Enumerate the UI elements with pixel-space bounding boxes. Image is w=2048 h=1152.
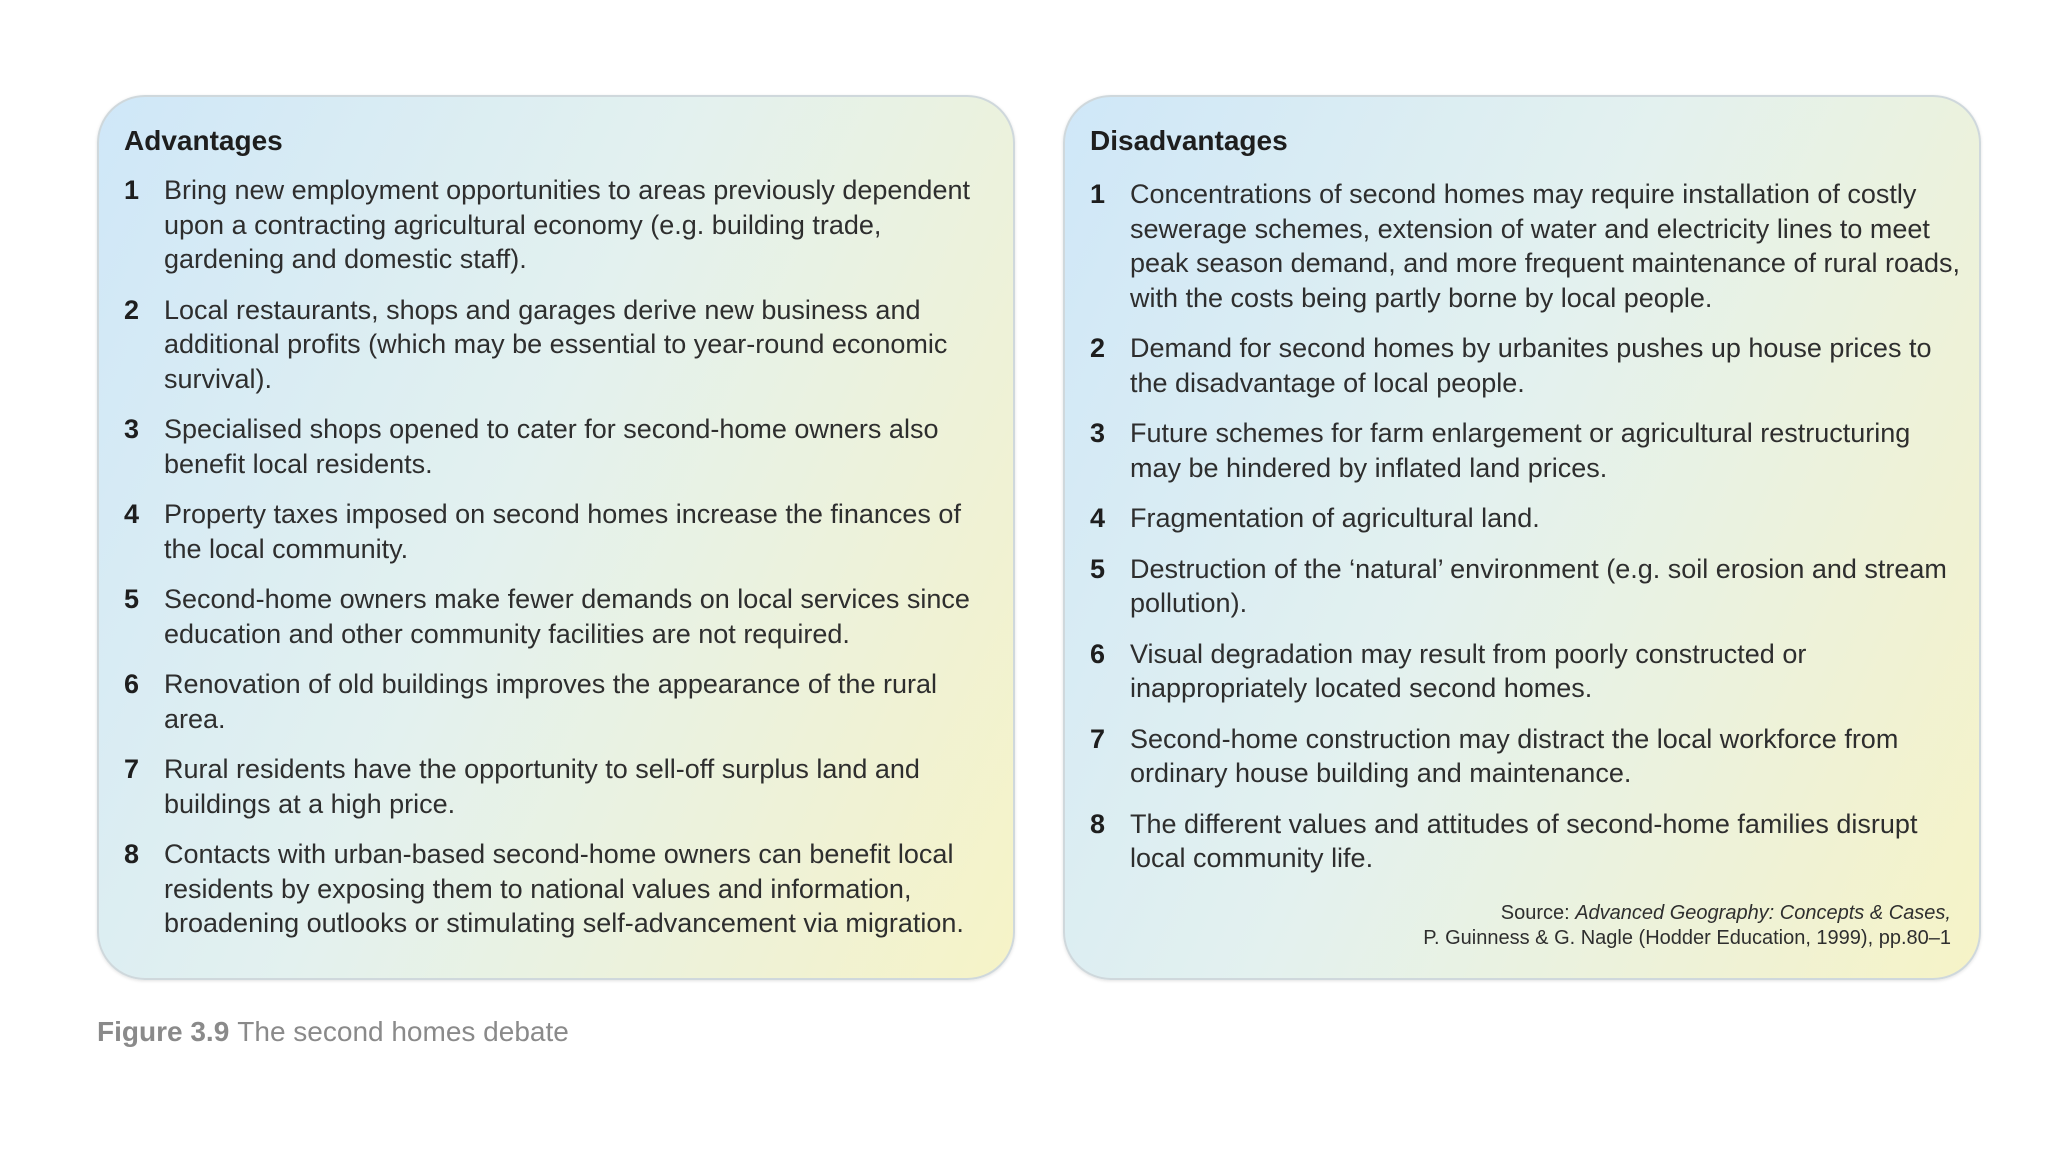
- advantage-item-8: [124, 837, 995, 941]
- item-number: 8: [1090, 808, 1106, 839]
- disadvantage-item-7: [1090, 722, 1961, 791]
- item-number: 5: [1090, 553, 1106, 584]
- item-number: 3: [1090, 418, 1106, 448]
- figure-label: Figure 3.9: [97, 1016, 230, 1047]
- item-text: Bring new employment opportunities to areas previously dependent upon a contracting agricultural economy (e.g. building trade, gardening and domestic staff).: [164, 175, 970, 274]
- item-text: Visual degradation may result from poorly constructed or inappropriately located second homes.: [1130, 638, 1807, 703]
- item-text: Future schemes for farm enlargement or agricultural restructuring may be hindered by inflated land prices.: [1130, 418, 1911, 483]
- disadvantages-title: Disadvantages: [1090, 125, 1288, 156]
- disadvantage-item-1: [1090, 177, 1961, 315]
- item-number: 1: [124, 175, 140, 205]
- item-number: 8: [124, 839, 140, 869]
- advantage-item-5: [124, 582, 995, 651]
- item-text: Renovation of old buildings improves the appearance of the rural area.: [164, 669, 937, 734]
- disadvantage-item-2: [1090, 331, 1961, 400]
- source-prefix: Source:: [1500, 902, 1576, 924]
- disadvantage-item-4: [1090, 501, 1961, 536]
- disadvantage-item-8: [1090, 807, 1961, 876]
- item-number: 6: [1090, 638, 1106, 669]
- advantage-item-4: [124, 497, 995, 566]
- source-citation: [1423, 901, 1951, 951]
- advantage-item-2: [124, 293, 995, 397]
- item-text: Property taxes imposed on second homes increase the finances of the local community.: [164, 499, 961, 564]
- disadvantage-item-3: [1090, 416, 1961, 485]
- item-number: 7: [124, 754, 140, 784]
- item-text: Specialised shops opened to cater for second-home owners also benefit local residents.: [164, 414, 939, 479]
- item-number: 1: [1090, 179, 1106, 209]
- item-number: 4: [1090, 503, 1106, 533]
- item-text: The different values and attitudes of second-home families disrupt local community life.: [1130, 808, 1918, 873]
- disadvantages-panel: [1063, 95, 1981, 980]
- advantages-list: [124, 173, 995, 957]
- advantage-item-3: [124, 412, 995, 481]
- item-text: Contacts with urban-based second-home owners can benefit local residents by exposing them to national values and information, broadening outlooks or stimulating self-advancement via migration.: [164, 839, 964, 938]
- disadvantage-item-5: [1090, 552, 1961, 621]
- item-text: Rural residents have the opportunity to sell-off surplus land and buildings at a high price.: [164, 754, 920, 819]
- advantage-item-7: [124, 752, 995, 821]
- advantage-item-1: [124, 173, 995, 277]
- item-text: Fragmentation of agricultural land.: [1130, 503, 1540, 533]
- item-text: Concentrations of second homes may require installation of costly sewerage schemes, extension of water and electricity lines to meet peak season demand, and more frequent maintenance of rural roads, with the costs being partly borne by local people.: [1130, 179, 1961, 313]
- advantage-item-6: [124, 667, 995, 736]
- figure-caption: [97, 1016, 569, 1048]
- disadvantage-item-6: [1090, 637, 1961, 706]
- source-work-title: Advanced Geography: Concepts & Cases,: [1575, 902, 1951, 924]
- disadvantages-list: [1090, 177, 1961, 892]
- item-number: 7: [1090, 723, 1106, 754]
- advantages-title: Advantages: [124, 125, 283, 156]
- source-line-1: [1423, 901, 1951, 926]
- item-number: 3: [124, 414, 140, 444]
- figure-title: The second homes debate: [237, 1016, 569, 1047]
- advantages-panel: [97, 95, 1015, 980]
- item-number: 2: [1090, 333, 1106, 363]
- item-text: Second-home owners make fewer demands on local services since education and other community facilities are not required.: [164, 584, 970, 649]
- source-details: P. Guinness & G. Nagle (Hodder Education, 1999), pp.80–1: [1423, 927, 1951, 949]
- item-text: Destruction of the ‘natural’ environment (e.g. soil erosion and stream pollution).: [1130, 553, 1947, 618]
- item-text: Second-home construction may distract the local workforce from ordinary house building and maintenance.: [1130, 723, 1899, 788]
- item-text: Local restaurants, shops and garages derive new business and additional profits (which may be essential to year-round economic survival).: [164, 294, 948, 394]
- item-number: 4: [124, 499, 140, 529]
- item-number: 2: [124, 294, 140, 325]
- item-text: Demand for second homes by urbanites pushes up house prices to the disadvantage of local people.: [1130, 333, 1932, 398]
- item-number: 5: [124, 584, 140, 614]
- item-number: 6: [124, 669, 140, 699]
